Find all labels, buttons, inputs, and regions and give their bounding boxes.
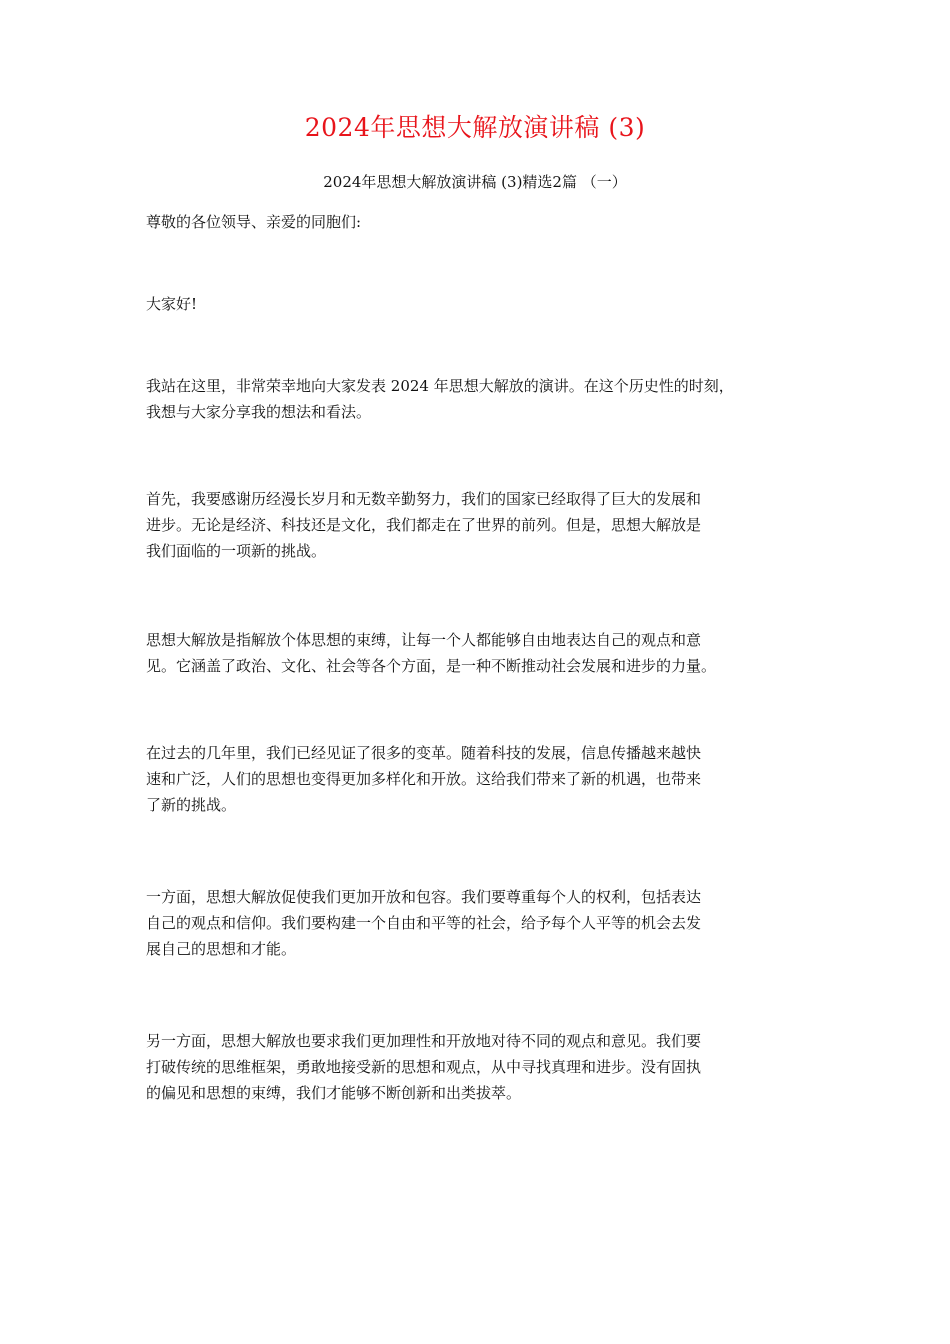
document-title: 2024年思想大解放演讲稿 (3): [304, 113, 646, 142]
text-line: 在过去的几年里，我们已经见证了很多的变革。随着科技的发展，信息传播越来越快: [146, 744, 702, 762]
text-line: 展自己的思想和才能。: [146, 940, 297, 958]
text-line: 进步。无论是经济、科技还是文化，我们都走在了世界的前列。但是，思想大解放是: [146, 516, 702, 534]
text-line: 速和广泛，人们的思想也变得更加多样化和开放。这给我们带来了新的机遇，也带来: [146, 770, 702, 788]
text-line: 自己的观点和信仰。我们要构建一个自由和平等的社会，给予每个人平等的机会去发: [146, 914, 702, 932]
paragraph-other-hand: [146, 1028, 836, 1106]
document-subtitle: 2024年思想大解放演讲稿 (3)精选2篇 （一）: [323, 173, 627, 191]
text-line: 大家好!: [146, 295, 198, 313]
text-line: 一方面，思想大解放促使我们更加开放和包容。我们要尊重每个人的权利，包括表达: [146, 888, 702, 906]
text-line: 首先，我要感谢历经漫长岁月和无数辛勤努力，我们的国家已经取得了巨大的发展和: [146, 490, 702, 508]
text-line: 尊敬的各位领导、亲爱的同胞们:: [146, 213, 362, 231]
text-line: 见。它涵盖了政治、文化、社会等各个方面，是一种不断推动社会发展和进步的力量。: [146, 657, 717, 675]
text-line: 思想大解放是指解放个体思想的束缚，让每一个人都能够自由地表达自己的观点和意: [146, 631, 702, 649]
paragraph-greeting: [146, 209, 836, 235]
paragraph-past-years: [146, 740, 836, 818]
text-line: 我想与大家分享我的想法和看法。: [146, 403, 372, 421]
text-line: 了新的挑战。: [146, 796, 237, 814]
paragraph-intro: [146, 373, 836, 425]
text-line: 的偏见和思想的束缚，我们才能够不断创新和出类拔萃。: [146, 1084, 522, 1102]
paragraph-first: [146, 486, 836, 564]
text-line: 我们面临的一项新的挑战。: [146, 542, 327, 560]
paragraph-definition: [146, 627, 836, 679]
text-line: 我站在这里，非常荣幸地向大家发表 2024 年思想大解放的演讲。在这个历史性的时刻，: [146, 377, 734, 395]
paragraph-one-hand: [146, 884, 836, 962]
text-line: 另一方面，思想大解放也要求我们更加理性和开放地对待不同的观点和意见。我们要: [146, 1032, 702, 1050]
text-line: 打破传统的思维框架，勇敢地接受新的思想和观点，从中寻找真理和进步。没有固执: [146, 1058, 702, 1076]
paragraph-hello: [146, 291, 836, 317]
